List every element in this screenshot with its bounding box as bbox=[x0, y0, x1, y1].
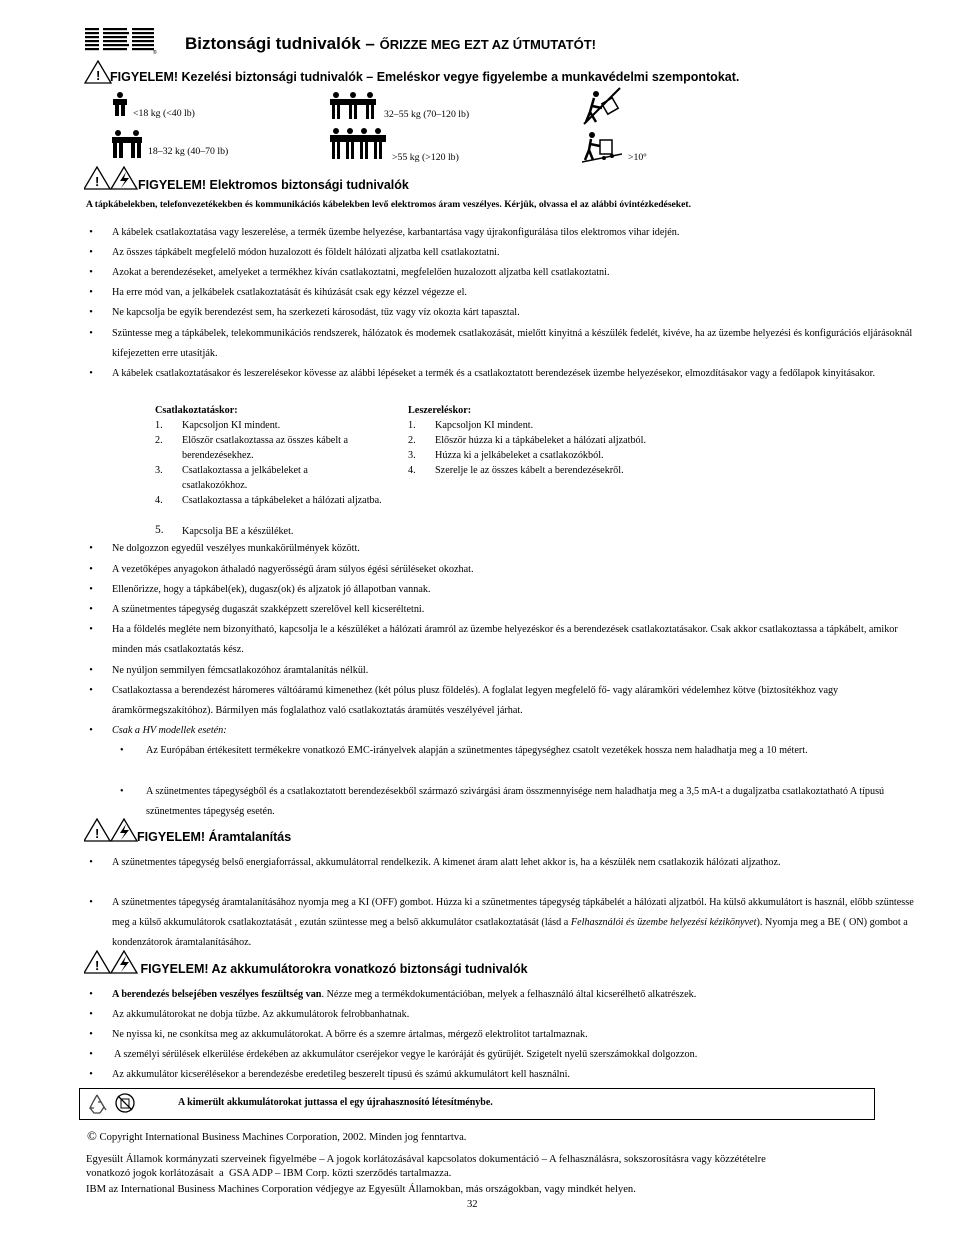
three-person-lift-icon bbox=[330, 92, 376, 120]
angle-label: >10º bbox=[628, 152, 647, 163]
footer-line-3: IBM az International Business Machines Corporation védjegye az Egyesült Államokban, más országokban, vagy mindkét helyen. bbox=[86, 1184, 636, 1195]
recycle-notice-box bbox=[79, 1088, 875, 1120]
svg-text:!: ! bbox=[95, 958, 100, 973]
recycle-icon bbox=[86, 1093, 108, 1115]
ibm-logo bbox=[85, 28, 157, 54]
battery-heading: FIGYELEM! Az akkumulátorokra vonatkozó biztonsági tudnivalók bbox=[137, 962, 528, 976]
copyright-line: © Copyright International Business Machines Corporation, 2002. Minden jog fenntartva. bbox=[87, 1128, 467, 1143]
footer-line-1: Egyesült Államok kormányzati szerveinek figyelmébe – A jogok korlátozásával kapcsolatos dokumentáció – A felhasználásra, sokszorosításra vagy közzétételre bbox=[86, 1154, 766, 1165]
page-title: Biztonsági tudnivalók – ŐRIZZE MEG EZT AZ ÚTMUTATÓT! bbox=[185, 34, 596, 53]
warning-triangle-icon bbox=[84, 60, 112, 89]
weight-label-2: 18–32 kg (40–70 lb) bbox=[148, 146, 229, 157]
connect-steps: Csatlakoztatáskor: 1. Kapcsoljon KI mindent. 2. Először csatlakoztassa az összes kábelt a berendezésekhez. 3. Csatlakoztassa a jelkábeleket a csatlakozókhoz. 4. Csatlakoztassa a tápkábeleket a hálózati aljzatba. 5. Kapcsolja BE a készüléket. bbox=[155, 405, 382, 537]
no-ramp-icon bbox=[582, 86, 622, 126]
disconnect-steps: Leszereléskor: 1. Kapcsoljon KI mindent. 2. Először húzza ki a tápkábeleket a hálózati aljzatból. 3. Húzza ki a jelkábeleket a csatlakozókból. 4. Szerelje le az összes kábelt a berendezésekről. bbox=[408, 405, 647, 476]
svg-text:!: ! bbox=[95, 174, 100, 189]
electric-warning-icon bbox=[84, 818, 138, 847]
svg-text:!: ! bbox=[96, 68, 101, 83]
weight-label-4: >55 kg (>120 lb) bbox=[392, 152, 459, 163]
electric-warning-icon bbox=[84, 950, 138, 979]
page-header bbox=[85, 24, 865, 58]
electric-warning-icon bbox=[84, 166, 138, 195]
electrical-heading: FIGYELEM! Elektromos biztonsági tudnivalók bbox=[138, 178, 409, 192]
four-person-lift-icon bbox=[330, 128, 386, 162]
footer-line-2: vonatkozó jogok korlátozásait a GSA ADP – IBM Corp. közti szerződés tartalmazza. bbox=[86, 1168, 452, 1179]
power-off-heading: FIGYELEM! Áramtalanítás bbox=[137, 830, 292, 844]
ramp-incline-icon bbox=[582, 130, 622, 164]
no-trash-icon bbox=[114, 1092, 136, 1116]
page-number: 32 bbox=[467, 1199, 478, 1210]
weight-label-3: 32–55 kg (70–120 lb) bbox=[384, 109, 470, 120]
svg-text:!: ! bbox=[95, 826, 100, 841]
two-person-lift-icon bbox=[111, 130, 143, 160]
svg-text:®: ® bbox=[153, 50, 157, 54]
electrical-intro: A tápkábelekben, telefonvezetékekben és kommunikációs kábelekben levő elektromos áram veszélyes. Kérjük, olvassa el az alábbi óvintézkedéseket. bbox=[86, 199, 691, 210]
one-person-lift-icon bbox=[111, 92, 129, 118]
weight-label-1: <18 kg (<40 lb) bbox=[133, 108, 195, 119]
recycle-text: A kimerült akkumulátorokat juttassa el egy újrahasznosító létesítménybe. bbox=[178, 1097, 493, 1108]
handling-heading: FIGYELEM! Kezelési biztonsági tudnivalók – Emeléskor vegye figyelembe a munkavédelmi szempontokat. bbox=[110, 70, 740, 84]
